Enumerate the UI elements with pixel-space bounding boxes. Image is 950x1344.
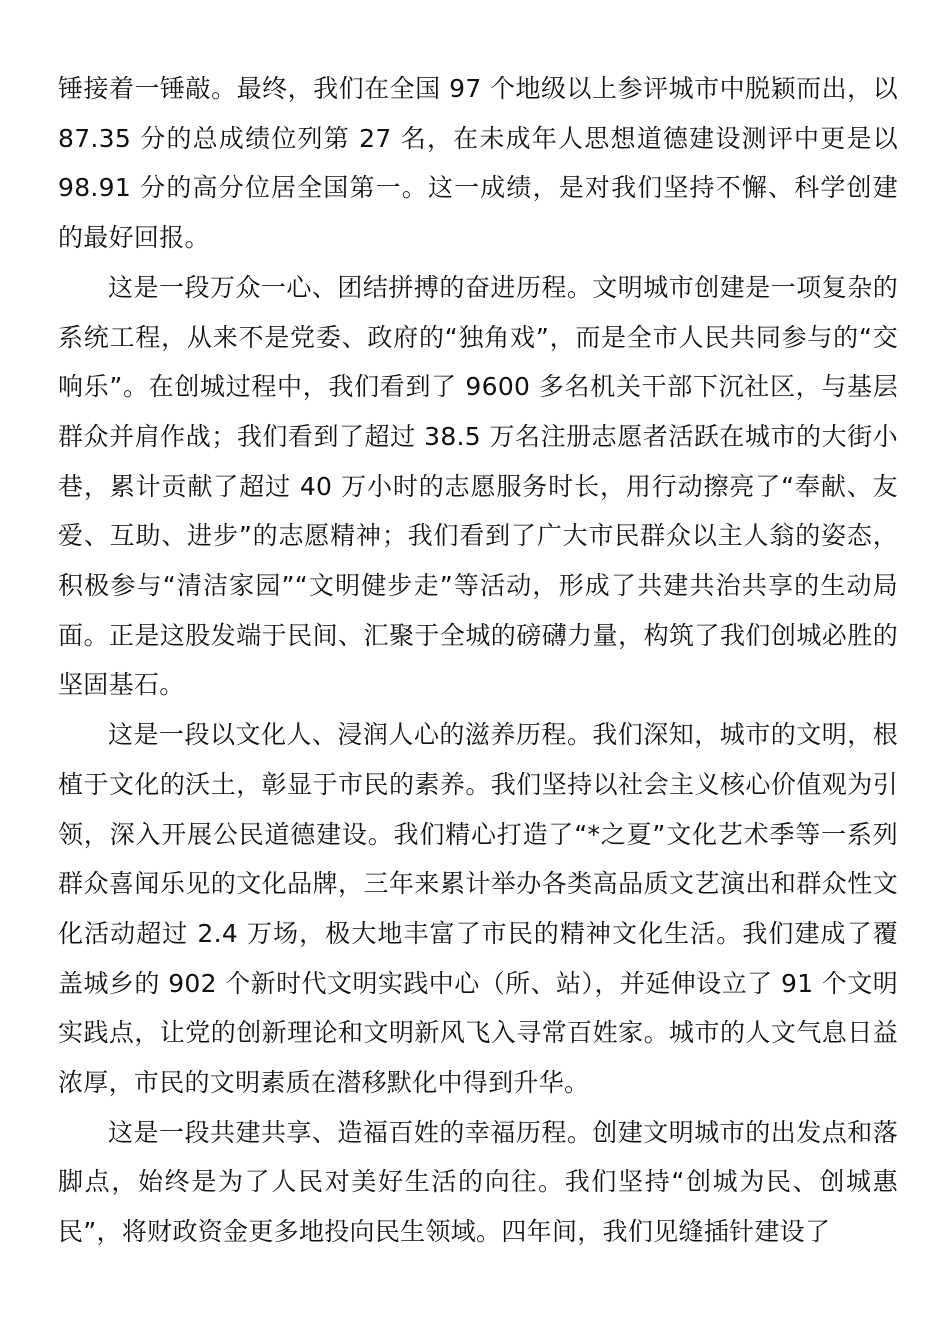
paragraph-1: 锤接着一锤敲。最终，我们在全国 97 个地级以上参评城市中脱颖而出，以 87.35 分的总成绩位列第 27 名，在未成年人思想道德建设测评中更是以 98.91 分的高分位居全国第一。这一成绩，是对我们坚持不懈、科学创建的最好回报。 xyxy=(58,74,898,253)
paragraph-3: 这是一段以文化人、浸润人心的滋养历程。我们深知，城市的文明，根植于文化的沃土，彰显于市民的素养。我们坚持以社会主义核心价值观为引领，深入开展公民道德建设。我们精心打造了“*之夏”文化艺术季等一系列群众喜闻乐见的文化品牌，三年来累计举办各类高品质文艺演出和群众性文化活动超过 2.4 万场，极大地丰富了市民的精神文化生活。我们建成了覆盖城乡的 902 个新时代文明实践中心（所、站），并延伸设立了 91 个文明实践点，让党的创新理论和文明新风飞入寻常百姓家。城市的人文气息日益浓厚，市民的文明素质在潜移默化中得到升华。 xyxy=(58,720,898,1098)
paragraph-2: 这是一段万众一心、团结拼搏的奋进历程。文明城市创建是一项复杂的系统工程，从来不是党委、政府的“独角戏”，而是全市人民共同参与的“交响乐”。在创城过程中，我们看到了 9600 多名机关干部下沉社区，与基层群众并肩作战；我们看到了超过 38.5 万名注册志愿者活跃在城市的大街小巷，累计贡献了超过 40 万小时的志愿服务时长，用行动擦亮了“奉献、友爱、互助、进步”的志愿精神；我们看到了广大市民群众以主人翁的姿态，积极参与“清洁家园”“文明健步走”等活动，形成了共建共治共享的生动局面。正是这股发端于民间、汇聚于全城的磅礴力量，构筑了我们创城必胜的坚固基石。 xyxy=(58,272,898,700)
paragraph-4: 这是一段共建共享、造福百姓的幸福历程。创建文明城市的出发点和落脚点，始终是为了人民对美好生活的向往。我们坚持“创城为民、创城惠民”，将财政资金更多地投向民生领域。四年间，我们见缝插针建设了 xyxy=(58,1117,898,1247)
